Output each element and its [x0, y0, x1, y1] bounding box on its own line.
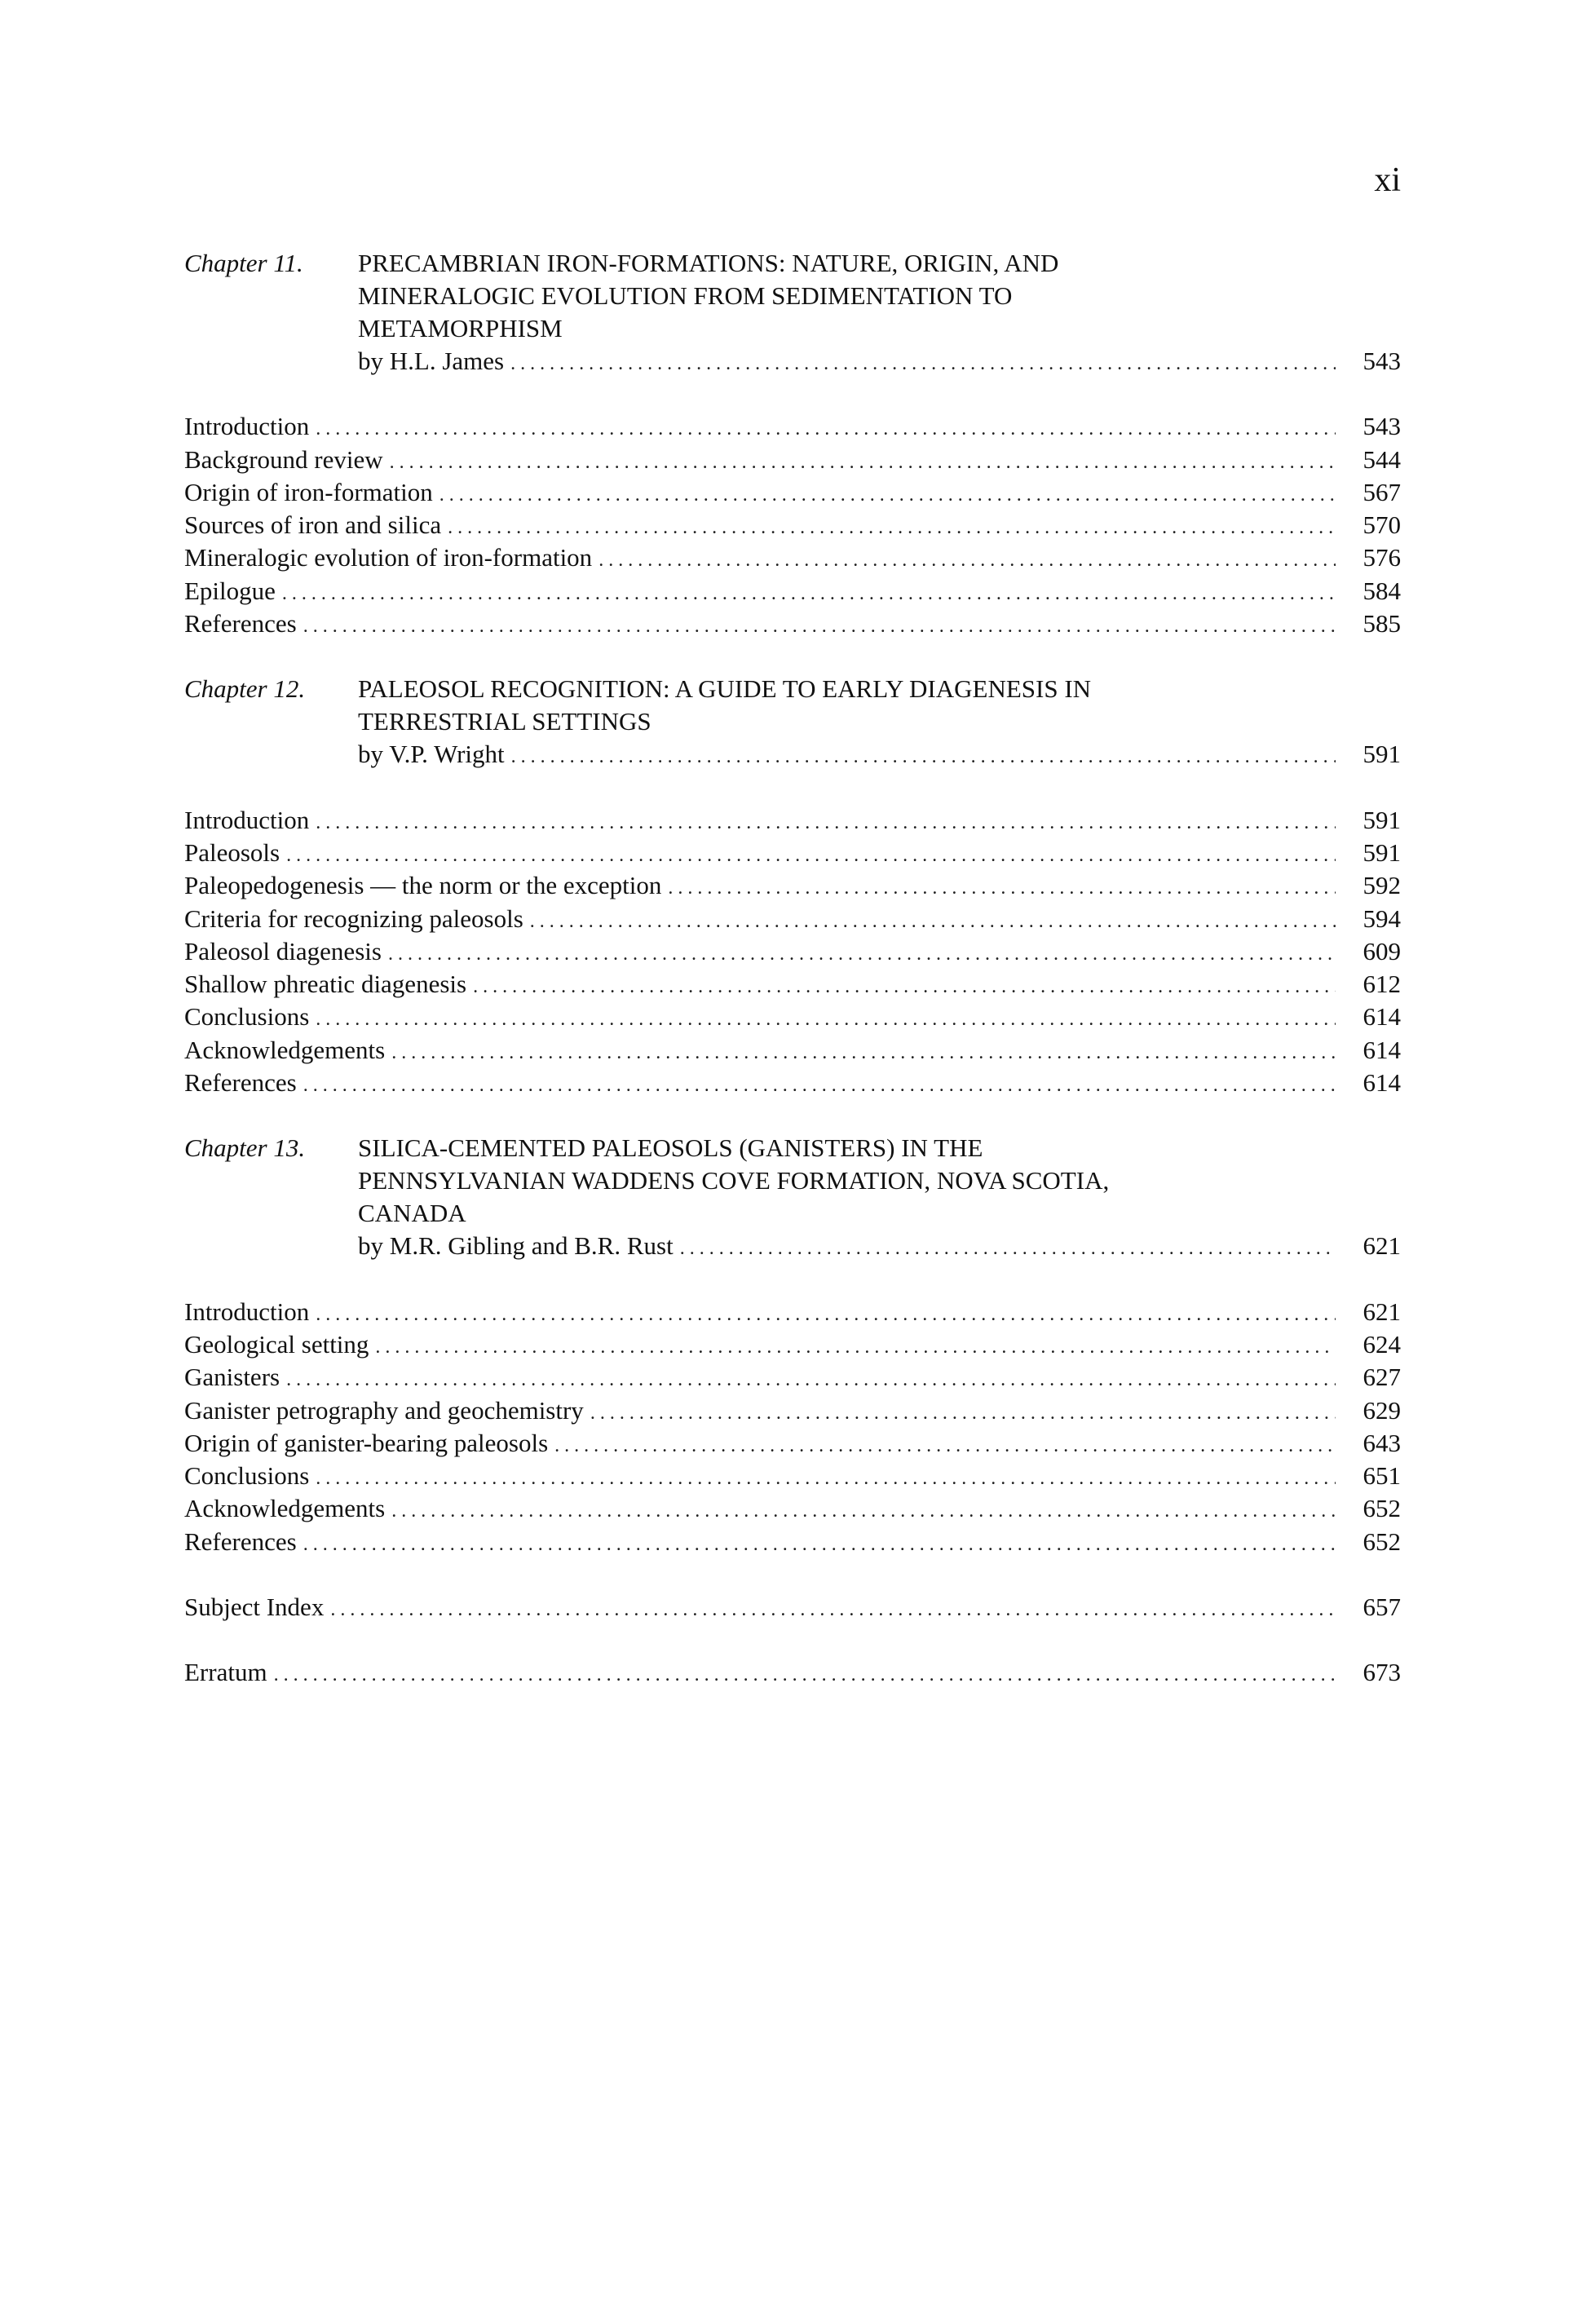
page-ref: 543 — [1363, 412, 1401, 441]
toc-entry[interactable] — [184, 935, 1401, 968]
dot-leader — [282, 577, 1336, 610]
toc-entry[interactable] — [184, 1328, 1401, 1361]
page-ref: 570 — [1363, 510, 1401, 540]
page-ref: 651 — [1363, 1461, 1401, 1491]
chapter-title-line: PALEOSOL RECOGNITION: A GUIDE TO EARLY DIAGENESIS IN — [358, 674, 1092, 704]
dot-leader — [303, 610, 1336, 643]
chapter-title-line: MINERALOGIC EVOLUTION FROM SEDIMENTATION TO — [358, 281, 1013, 310]
toc-entry[interactable] — [184, 1526, 1401, 1558]
entry-title: References — [184, 1068, 297, 1098]
page-ref: 614 — [1363, 1068, 1401, 1098]
chapter-byline-row[interactable] — [358, 738, 1401, 771]
page-ref: 621 — [1363, 1297, 1401, 1326]
chapter-byline-row[interactable] — [358, 1230, 1401, 1262]
dot-leader — [511, 740, 1336, 773]
entry-title: Origin of ganister-bearing paleosols — [184, 1428, 549, 1457]
entry-title: Epilogue — [184, 576, 276, 605]
toc-entry[interactable] — [184, 541, 1401, 574]
page-ref: 567 — [1363, 477, 1401, 506]
toc-entry[interactable] — [184, 1067, 1401, 1099]
entry-title: Geological setting — [184, 1329, 369, 1359]
page-ref: 612 — [1363, 970, 1401, 999]
page-ref: 614 — [1363, 1002, 1401, 1032]
page-ref: 576 — [1363, 543, 1401, 572]
page-ref: 643 — [1363, 1428, 1401, 1457]
dot-leader — [590, 1397, 1336, 1429]
chapter-title-line: CANADA — [358, 1199, 466, 1228]
dot-leader — [375, 1331, 1336, 1363]
toc-entry[interactable] — [184, 476, 1401, 509]
toc-entry[interactable] — [184, 869, 1401, 902]
chapter-heading — [184, 247, 1401, 345]
chapter-title — [358, 673, 1327, 738]
chapter-byline-row[interactable] — [358, 345, 1401, 378]
entry-title: Shallow phreatic diagenesis — [184, 970, 467, 999]
back-matter — [184, 1591, 1401, 1690]
dot-leader — [391, 1495, 1336, 1527]
chapter-byline: by M.R. Gibling and B.R. Rust — [358, 1231, 674, 1261]
chapter-11 — [184, 247, 1401, 640]
dot-leader — [530, 905, 1336, 938]
chapter-label: Chapter 12. — [184, 674, 306, 704]
chapter-byline: by H.L. James — [358, 347, 505, 375]
toc-entry[interactable] — [184, 1427, 1401, 1460]
page-ref: 621 — [1363, 1231, 1401, 1261]
dot-leader — [316, 1298, 1336, 1331]
chapter-title — [358, 247, 1327, 345]
page-ref: 657 — [1363, 1593, 1401, 1622]
page-ref: 591 — [1363, 837, 1401, 867]
dot-leader — [286, 1363, 1336, 1396]
entry-title: Conclusions — [184, 1002, 310, 1032]
chapter-label: Chapter 13. — [184, 1133, 306, 1163]
dot-leader — [439, 479, 1336, 511]
entry-title: Criteria for recognizing paleosols — [184, 904, 523, 933]
dot-leader — [286, 839, 1336, 872]
entry-title: Paleosols — [184, 837, 280, 867]
toc-entry[interactable] — [184, 444, 1401, 476]
page-ref: 629 — [1363, 1395, 1401, 1425]
toc-entry[interactable] — [184, 1460, 1401, 1492]
entry-title: Introduction — [184, 1297, 310, 1326]
entry-title: Subject Index — [184, 1593, 325, 1622]
toc-entry[interactable] — [184, 903, 1401, 935]
dot-leader — [274, 1659, 1336, 1691]
toc-entry[interactable] — [184, 1361, 1401, 1394]
dot-leader — [303, 1528, 1336, 1561]
toc-entry[interactable] — [184, 1492, 1401, 1525]
chapter-13 — [184, 1132, 1401, 1558]
entry-title: Ganister petrography and geochemistry — [184, 1395, 584, 1425]
toc-entry[interactable] — [184, 837, 1401, 869]
dot-leader — [448, 511, 1336, 544]
toc-entry-subject-index[interactable] — [184, 1591, 1401, 1624]
page-ref: 591 — [1363, 740, 1401, 769]
dot-leader — [316, 806, 1336, 839]
toc-entry[interactable] — [184, 575, 1401, 608]
page-ref: 585 — [1363, 609, 1401, 638]
section-list — [184, 804, 1401, 1100]
toc-entry[interactable] — [184, 1034, 1401, 1067]
toc-entry[interactable] — [184, 968, 1401, 1001]
entry-title: Origin of iron-formation — [184, 477, 433, 506]
toc-entry-erratum[interactable] — [184, 1656, 1401, 1689]
entry-title: Acknowledgements — [184, 1494, 386, 1523]
page-ref: 591 — [1363, 805, 1401, 834]
page-ref: 609 — [1363, 936, 1401, 965]
chapter-title-line: TERRESTRIAL SETTINGS — [358, 707, 651, 736]
dot-leader — [388, 938, 1336, 970]
page-ref: 624 — [1363, 1329, 1401, 1359]
entry-title: Ganisters — [184, 1363, 280, 1392]
dot-leader — [668, 872, 1336, 904]
page-ref: 652 — [1363, 1494, 1401, 1523]
toc-entry[interactable] — [184, 1394, 1401, 1427]
entry-title: References — [184, 609, 297, 638]
page-ref: 543 — [1363, 347, 1401, 375]
chapter-title-line: SILICA-CEMENTED PALEOSOLS (GANISTERS) IN THE — [358, 1133, 983, 1163]
chapter-heading — [184, 1132, 1401, 1230]
section-list — [184, 1296, 1401, 1558]
entry-title: Sources of iron and silica — [184, 510, 442, 540]
chapter-title — [358, 1132, 1327, 1230]
toc-entry[interactable] — [184, 804, 1401, 837]
entry-title: Mineralogic evolution of iron-formation — [184, 543, 593, 572]
page-ref: 594 — [1363, 904, 1401, 933]
entry-title: Background review — [184, 444, 383, 474]
entry-title: References — [184, 1527, 297, 1556]
page-ref: 614 — [1363, 1035, 1401, 1064]
chapter-label: Chapter 11. — [184, 249, 303, 277]
entry-title: Acknowledgements — [184, 1035, 386, 1064]
table-of-contents — [184, 247, 1401, 1690]
dot-leader — [473, 970, 1336, 1003]
dot-leader — [598, 544, 1336, 577]
chapter-title-line: PENNSYLVANIAN WADDENS COVE FORMATION, NOVA SCOTIA, — [358, 1166, 1110, 1195]
dot-leader — [391, 1036, 1336, 1069]
dot-leader — [316, 1003, 1336, 1036]
chapter-title-line: METAMORPHISM — [358, 314, 563, 342]
toc-entry[interactable] — [184, 410, 1401, 443]
entry-title: Erratum — [184, 1658, 267, 1687]
entry-title: Paleosol diagenesis — [184, 936, 382, 965]
toc-entry[interactable] — [184, 608, 1401, 640]
page-number: xi — [1374, 161, 1401, 199]
section-list — [184, 410, 1401, 640]
chapter-byline: by V.P. Wright — [358, 740, 505, 769]
toc-entry[interactable] — [184, 1001, 1401, 1033]
chapter-title-line: PRECAMBRIAN IRON-FORMATIONS: NATURE, ORIGIN, AND — [358, 249, 1059, 277]
chapter-12 — [184, 673, 1401, 1099]
dot-leader — [680, 1232, 1336, 1265]
dot-leader — [390, 446, 1336, 479]
chapter-heading — [184, 673, 1401, 738]
entry-title: Paleopedogenesis — the norm or the exception — [184, 871, 662, 900]
page-ref: 652 — [1363, 1527, 1401, 1556]
entry-title: Introduction — [184, 805, 310, 834]
entry-title: Conclusions — [184, 1461, 310, 1491]
dot-leader — [316, 413, 1336, 445]
toc-entry[interactable] — [184, 1296, 1401, 1328]
dot-leader — [303, 1069, 1336, 1102]
dot-leader — [510, 347, 1336, 380]
page-ref: 544 — [1363, 444, 1401, 474]
entry-title: Introduction — [184, 412, 310, 441]
page-ref: 673 — [1363, 1658, 1401, 1687]
dot-leader — [554, 1429, 1336, 1462]
page-ref: 627 — [1363, 1363, 1401, 1392]
toc-entry[interactable] — [184, 509, 1401, 541]
dot-leader — [316, 1462, 1336, 1495]
dot-leader — [330, 1593, 1336, 1626]
page-ref: 584 — [1363, 576, 1401, 605]
page-ref: 592 — [1363, 871, 1401, 900]
